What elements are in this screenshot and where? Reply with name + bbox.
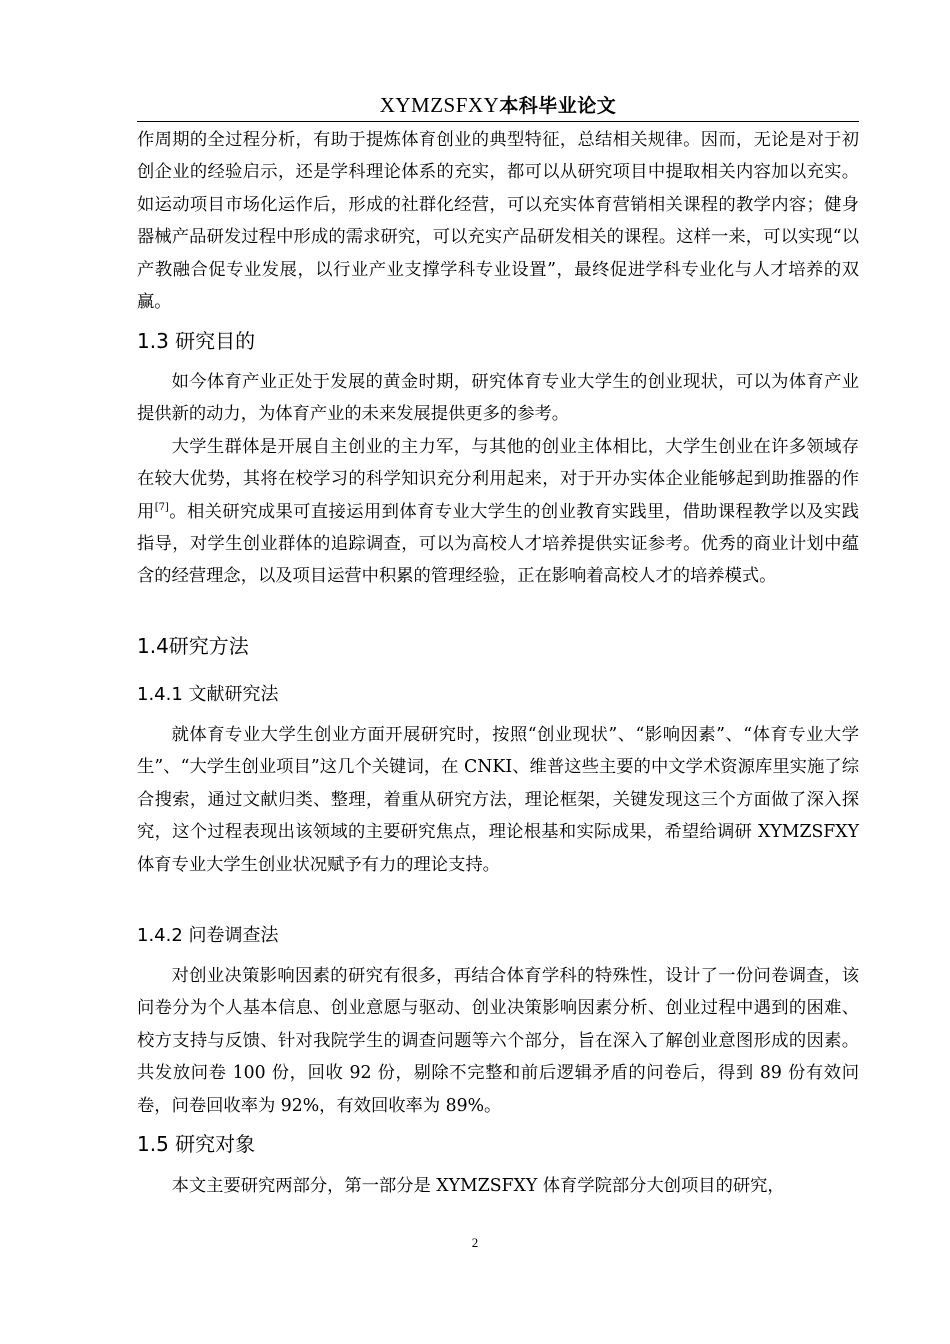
section-1-3-paragraph-2 — [137, 431, 859, 593]
paragraph-2-text-b: 。相关研究成果可直接运用到体育专业大学生的创业教育实践里，借助课程教学以及实践指导，对学生创业群体的追踪调查，可以为高校人才培养提供实证参考。优秀的商业计划中蕴含的经营理念，以及项目运营中积累的管理经验，正在影响着高校人才的培养模式。 — [137, 501, 859, 587]
page-number: 2 — [471, 1235, 479, 1250]
header-title: 本科毕业论文 — [499, 95, 617, 117]
running-header — [137, 90, 859, 120]
section-1-5-paragraph: 本文主要研究两部分，第一部分是 XYMZSFXY 体育学院部分大创项目的研究， — [171, 1176, 785, 1196]
section-1-5-body — [137, 1170, 859, 1202]
header-rule — [137, 121, 859, 122]
section-1-4-1-body — [137, 719, 859, 881]
section-1-3-paragraph-1: 如今体育产业正处于发展的黄金时期，研究体育专业大学生的创业现状，可以为体育产业提供新的动力，为体育产业的未来发展提供更多的参考。 — [137, 372, 859, 425]
section-heading-1-4-2: 1.4.2 问卷调查法 — [137, 925, 279, 946]
paragraph-2-text-a: 大学生群体是开展自主创业的主力军，与其他的创业主体相比，大学生创业在许多领域存在较大优势，其将在校学习的科学知识充分利用起来，对于开办实体企业能够起到助推器的作用 — [137, 436, 859, 522]
header-school: XYMZSFXY — [379, 93, 500, 117]
section-1-3-body — [137, 366, 859, 593]
citation-7: [7] — [154, 501, 169, 513]
intro-paragraph: 作周期的全过程分析，有助于提炼体育创业的典型特征，总结相关规律。因而，无论是对于初创企业的经验启示，还是学科理论体系的充实，都可以从研究项目中提取相关内容加以充实。如运动项目市场化运作后，形成的社群化经营，可以充实体育营销相关课程的教学内容；健身器械产品研发过程中形成的需求研究，可以充实产品研发相关的课程。这样一来，可以实现“以产教融合促专业发展，以行业产业支撑学科专业设置”，最终促进学科专业化与人才培养的双赢。 — [137, 130, 859, 313]
section-1-4-1-paragraph: 就体育专业大学生创业方面开展研究时，按照“创业现状”、“影响因素”、“体育专业大学生”、“大学生创业项目”这几个关键词，在 CNKI、维普这些主要的中文学术资源库里实施了综合搜索，通过文献归类、整理，着重从研究方法，理论框架，关键发现这三个方面做了深入探究，这个过程表现出该领域的主要研究焦点，理论根基和实际成果，希望给调研 XYMZSFXY 体育专业大学生创业状况赋予有力的理论支持。 — [137, 725, 859, 875]
section-heading-1-4-1: 1.4.1 文献研究法 — [137, 684, 279, 705]
section-heading-1-3: 1.3 研究目的 — [137, 329, 256, 353]
section-heading-1-5: 1.5 研究对象 — [137, 1132, 256, 1156]
section-1-4-2-paragraph: 对创业决策影响因素的研究有很多，再结合体育学科的特殊性，设计了一份问卷调查，该问卷分为个人基本信息、创业意愿与驱动、创业决策影响因素分析、创业过程中遇到的困难、校方支持与反馈、针对我院学生的调查问题等六个部分，旨在深入了解创业意图形成的因素。共发放问卷 100 份，回收 92 份，剔除不完整和前后逻辑矛盾的问卷后，得到 89 份有效问卷，问卷回收率为 92%，有效回收率为 89%。 — [137, 966, 859, 1116]
intro-paragraph-block — [137, 124, 859, 318]
section-1-4-2-body — [137, 960, 859, 1122]
section-heading-1-4: 1.4研究方法 — [137, 634, 249, 658]
